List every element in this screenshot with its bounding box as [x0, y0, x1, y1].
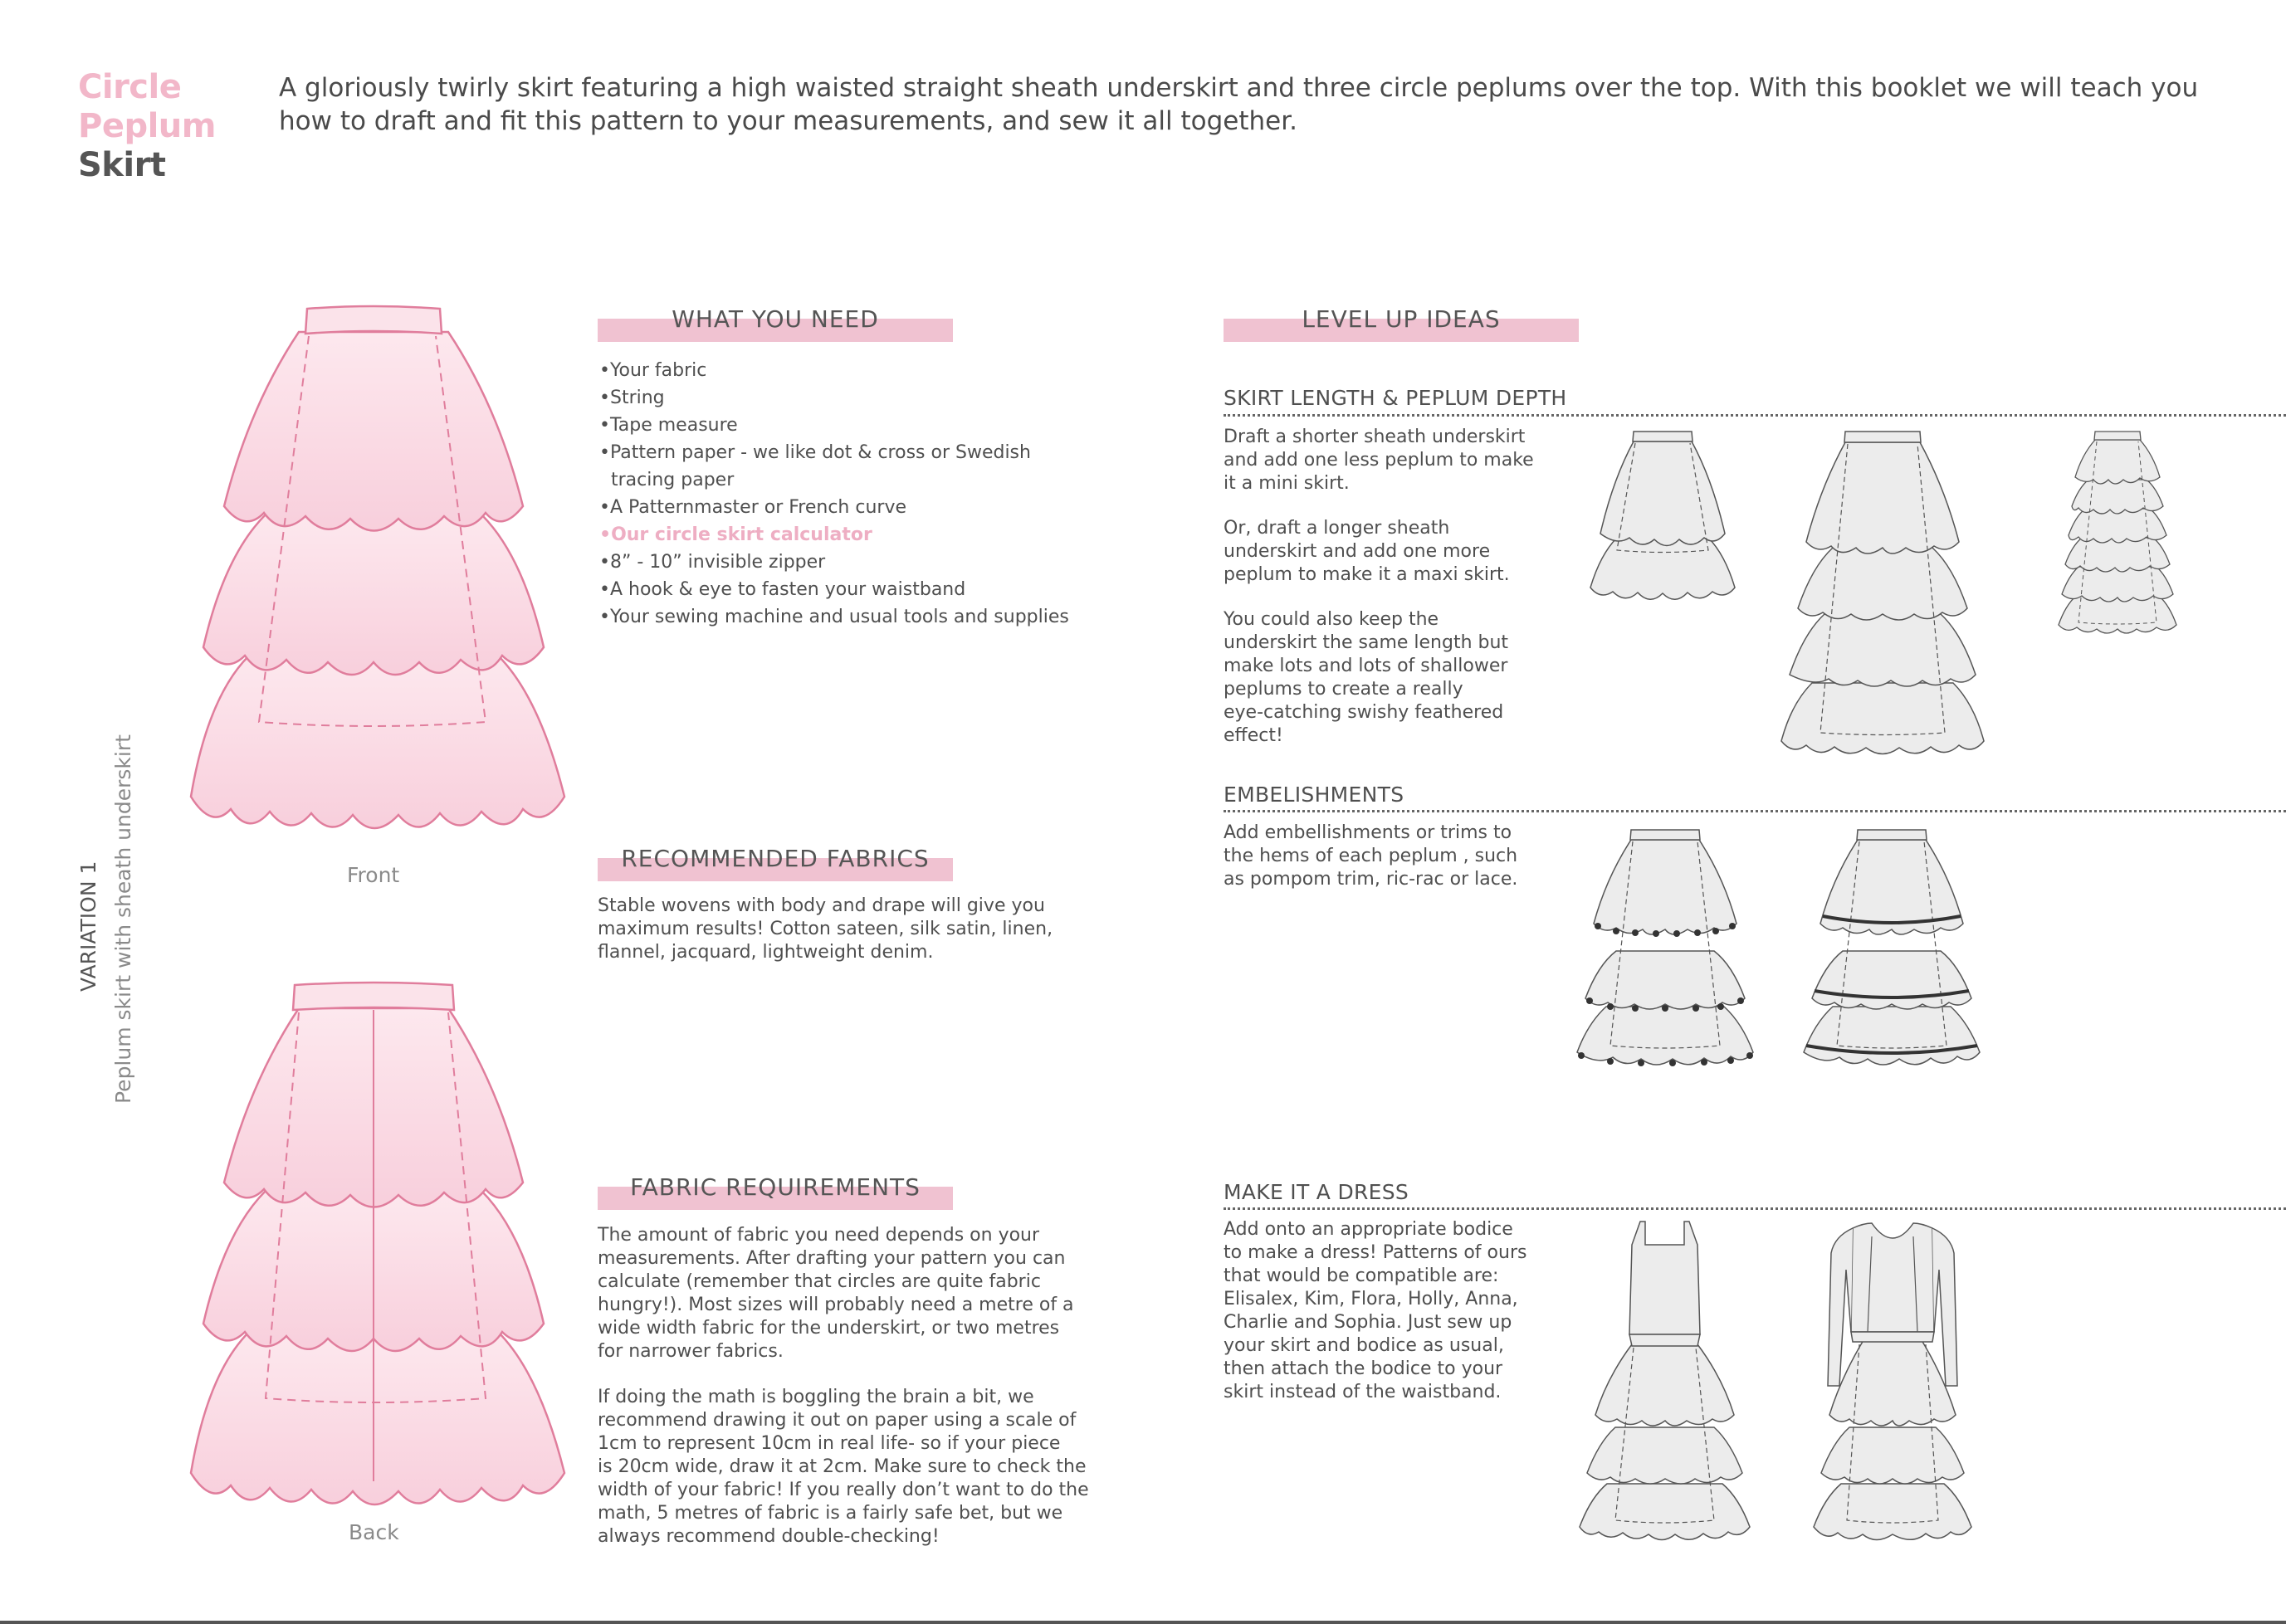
title-skirt: Skirt [78, 146, 166, 184]
level-up-header [1224, 305, 1579, 342]
title-peplum: Peplum [78, 107, 216, 145]
intro-text: A gloriously twirly skirt featuring a high waisted straight sheath underskirt and three circle peplums over the top. With this booklet we will teach you how to draft and fit this pattern to your measurements, and sew it all together. [279, 73, 2199, 136]
list-item: •8” - 10” invisible zipper [599, 552, 826, 573]
variation-description: Peplum skirt with sheath underskirt [111, 734, 135, 1104]
skirt-length-text-1: Draft a shorter sheath underskirt and add one less peplum to make it a mini skirt. [1224, 427, 1534, 494]
what-you-need-list [599, 357, 1097, 631]
recommended-fabrics-text: Stable wovens with body and drape will give you maximum results! Cotton sateen, silk satin, linen, flannel, jacquard, lightweight denim. [598, 895, 1053, 963]
fabric-requirements-title: FABRIC REQUIREMENTS [630, 1173, 921, 1201]
recommended-fabrics-title: RECOMMENDED FABRICS [621, 845, 930, 872]
feathered-skirt-illustration [2055, 430, 2180, 637]
section-divider [1224, 810, 2286, 812]
fabric-requirements-text-2: If doing the math is boggling the brain a bit, we recommend drawing it out on paper using a scale of 1cm to represent 10cm in real life- so if your piece is 20cm wide, draw it at 2cm. Make sure to check the width of your fabric! If you really don’t want to do the math, 5 metres of fabric is a fairly safe bet, but we always recommend double-checking! [598, 1387, 1089, 1547]
dress-heading: MAKE IT A DRESS [1224, 1180, 1409, 1204]
skirt-front-illustration [166, 307, 581, 846]
recommended-fabrics-header [598, 845, 953, 881]
skirt-back-illustration [166, 983, 581, 1523]
level-up-title: LEVEL UP IDEAS [1302, 305, 1501, 333]
skirt-length-heading: SKIRT LENGTH & PEPLUM DEPTH [1224, 386, 1567, 410]
list-item: •A hook & eye to fasten your waistband [599, 579, 966, 600]
skirt-length-text-2: Or, draft a longer sheath underskirt and add one more peplum to make it a maxi skirt. [1224, 518, 1510, 585]
section-divider [1224, 1207, 2286, 1210]
embellishments-heading: EMBELISHMENTS [1224, 783, 1404, 807]
sleeveless-dress-illustration [1575, 1220, 1754, 1544]
lace-trim-skirt-illustration [1800, 828, 1984, 1077]
fabric-requirements-header [598, 1173, 953, 1210]
list-item: •Your fabric [599, 360, 707, 381]
list-item: •Your sewing machine and usual tools and supplies [599, 607, 1069, 627]
maxi-skirt-illustration [1775, 430, 1990, 758]
title-circle: Circle [78, 68, 182, 106]
what-you-need-title: WHAT YOU NEED [672, 305, 879, 333]
list-item: •Pattern paper - we like dot & cross or Swedish [599, 442, 1031, 463]
embellishments-text: Add embellishments or trims to the hems of each peplum , such as pompom trim, ric-rac or lace. [1224, 822, 1518, 890]
section-divider [1224, 414, 2286, 417]
caption-front: Front [347, 863, 400, 887]
dress-text: Add onto an appropriate bodice to make a dress! Patterns of ours that would be compatible are: Elisalex, Kim, Flora, Holly, Anna, Charlie and Sophia. Just sew up your skirt and bodice as usual, then attach the bodice to your skirt instead of the waistband. [1224, 1219, 1527, 1402]
variation-label: VARIATION 1 [76, 861, 100, 992]
bullet: • [599, 524, 612, 545]
fabric-requirements-text-1: The amount of fabric you need depends on your measurements. After drafting your pattern you can calculate (remember that circles are quite fabric hungry!). Most sizes will probably need a metre of a wide width fabric for the underskirt, or two metres for narrower fabrics. [598, 1225, 1074, 1362]
page-bottom-rule [0, 1621, 2286, 1624]
list-item: •A Patternmaster or French curve [599, 497, 907, 518]
skirt-length-text-3: You could also keep the underskirt the same length but make lots and lots of shallower peplums to create a really eye-catching swishy feathered effect! [1224, 609, 1509, 746]
list-item: •String [599, 388, 665, 408]
mini-skirt-illustration [1584, 430, 1741, 604]
what-you-need-header [598, 305, 953, 342]
circle-skirt-calculator-link[interactable]: Our circle skirt calculator [611, 524, 872, 545]
caption-back: Back [349, 1520, 399, 1544]
pompom-trim-skirt-illustration [1573, 828, 1757, 1077]
list-item: •Tape measure [599, 415, 738, 436]
list-item: tracing paper [599, 470, 735, 490]
list-item-link [599, 521, 1097, 549]
long-sleeve-dress-illustration [1810, 1220, 1976, 1544]
